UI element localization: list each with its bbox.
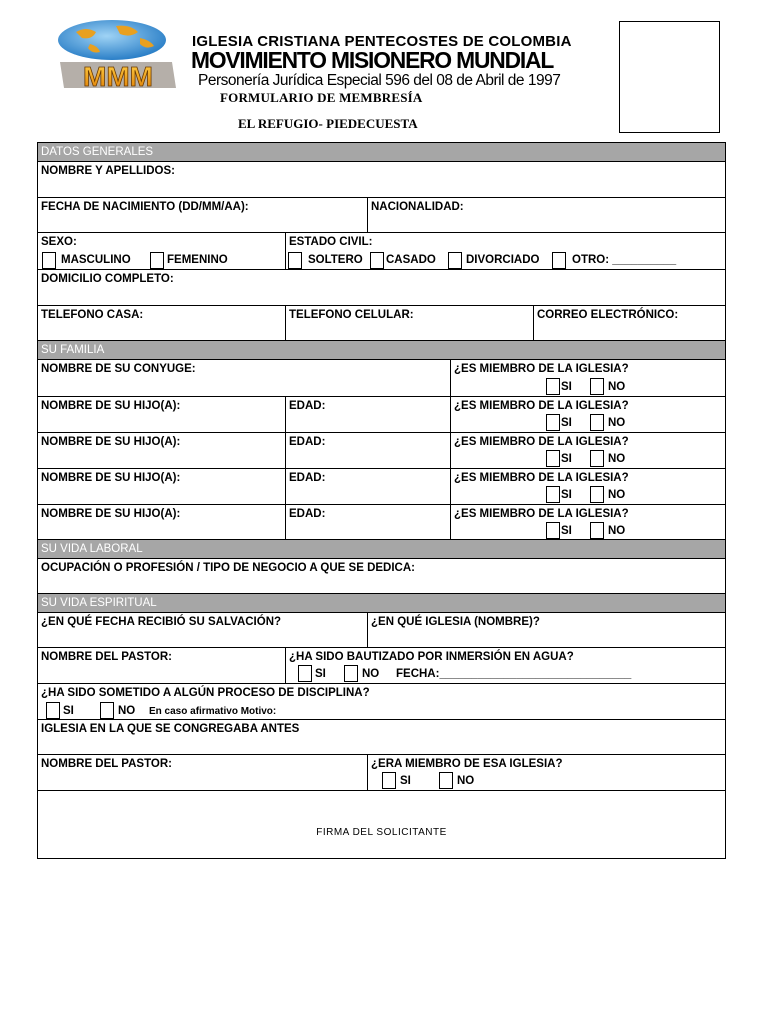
field-iglesia-nombre[interactable] bbox=[368, 613, 725, 648]
label-si: SI bbox=[561, 453, 572, 465]
checkbox-no[interactable] bbox=[590, 378, 604, 395]
field-iglesia-antes[interactable] bbox=[38, 720, 725, 755]
label-no: NO bbox=[457, 775, 475, 787]
label-casado: CASADO bbox=[386, 254, 436, 266]
field-nombre-apellidos[interactable] bbox=[38, 162, 725, 198]
field-fecha-salvacion[interactable] bbox=[38, 613, 368, 648]
checkbox-era-miembro-no[interactable] bbox=[439, 772, 453, 789]
checkbox-otro[interactable] bbox=[552, 252, 566, 269]
label-si: SI bbox=[561, 417, 572, 429]
label-si: SI bbox=[561, 525, 572, 537]
section-datos-generales: DATOS GENERALES bbox=[38, 143, 725, 162]
label-soltero: SOLTERO bbox=[308, 254, 363, 266]
field-conyuge-miembro bbox=[451, 360, 725, 397]
section-su-familia: SU FAMILIA bbox=[38, 341, 725, 360]
label-edad: EDAD: bbox=[289, 472, 326, 484]
label-edad: EDAD: bbox=[289, 436, 326, 448]
logo-letters: MMM bbox=[83, 61, 153, 92]
field-correo[interactable] bbox=[534, 306, 725, 341]
field-edad-4[interactable] bbox=[286, 505, 451, 540]
label-hijo: NOMBRE DE SU HIJO(A): bbox=[41, 436, 181, 448]
checkbox-casado[interactable] bbox=[370, 252, 384, 269]
label-hijo: NOMBRE DE SU HIJO(A): bbox=[41, 472, 181, 484]
checkbox-disciplina-si[interactable] bbox=[46, 702, 60, 719]
field-nombre-pastor-anterior[interactable] bbox=[38, 755, 368, 791]
label-nombre-pastor: NOMBRE DEL PASTOR: bbox=[41, 758, 172, 770]
label-nombre-pastor: NOMBRE DEL PASTOR: bbox=[41, 651, 172, 663]
label-no: NO bbox=[608, 525, 626, 537]
checkbox-si[interactable] bbox=[546, 522, 560, 539]
photo-box bbox=[619, 21, 720, 133]
section-vida-espiritual: SU VIDA ESPIRITUAL bbox=[38, 594, 725, 613]
label-no: NO bbox=[362, 668, 380, 680]
label-telefono-casa: TELEFONO CASA: bbox=[41, 309, 144, 321]
label-domicilio: DOMICILIO COMPLETO: bbox=[41, 273, 174, 285]
label-hijo: NOMBRE DE SU HIJO(A): bbox=[41, 508, 181, 520]
label-correo: CORREO ELECTRÓNICO: bbox=[537, 309, 679, 321]
label-es-miembro: ¿ES MIEMBRO DE LA IGLESIA? bbox=[454, 472, 629, 484]
label-sexo: SEXO: bbox=[41, 236, 77, 248]
checkbox-disciplina-no[interactable] bbox=[100, 702, 114, 719]
signature-label: FIRMA DEL SOLICITANTE bbox=[316, 827, 447, 838]
label-fecha-nacimiento: FECHA DE NACIMIENTO (DD/MM/AA): bbox=[41, 201, 249, 213]
checkbox-bautizado-no[interactable] bbox=[344, 665, 358, 682]
label-no: NO bbox=[608, 489, 626, 501]
label-si: SI bbox=[561, 381, 572, 393]
label-edad: EDAD: bbox=[289, 508, 326, 520]
field-hijo-1[interactable] bbox=[38, 397, 286, 433]
label-conyuge: NOMBRE DE SU CONYUGE: bbox=[41, 363, 196, 375]
membership-form bbox=[37, 142, 726, 859]
label-fecha-bautizo[interactable]: FECHA:______________________________ bbox=[396, 668, 632, 680]
label-otro[interactable]: OTRO: __________ bbox=[572, 254, 677, 266]
checkbox-si[interactable] bbox=[546, 414, 560, 431]
label-es-miembro: ¿ES MIEMBRO DE LA IGLESIA? bbox=[454, 508, 629, 520]
label-era-miembro: ¿ERA MIEMBRO DE ESA IGLESIA? bbox=[371, 758, 563, 770]
form-title: FORMULARIO DE MEMBRESÍA bbox=[220, 90, 423, 105]
label-es-miembro: ¿ES MIEMBRO DE LA IGLESIA? bbox=[454, 363, 629, 375]
checkbox-si[interactable] bbox=[546, 450, 560, 467]
field-hijo-2-miembro bbox=[451, 433, 725, 469]
label-caso-afirmativo[interactable]: En caso afirmativo Motivo: bbox=[149, 706, 277, 717]
checkbox-no[interactable] bbox=[590, 522, 604, 539]
field-estado-civil bbox=[286, 233, 725, 270]
label-si: SI bbox=[63, 705, 74, 717]
label-si: SI bbox=[400, 775, 411, 787]
label-iglesia-antes: IGLESIA EN LA QUE SE CONGREGABA ANTES bbox=[41, 723, 300, 735]
legal-registration: Personería Jurídica Especial 596 del 08 de Abril de 1997 bbox=[198, 72, 561, 89]
checkbox-era-miembro-si[interactable] bbox=[382, 772, 396, 789]
mmm-globe-logo bbox=[56, 18, 178, 92]
label-es-miembro: ¿ES MIEMBRO DE LA IGLESIA? bbox=[454, 400, 629, 412]
field-domicilio[interactable] bbox=[38, 270, 725, 306]
field-hijo-3-miembro bbox=[451, 469, 725, 505]
field-hijo-3[interactable] bbox=[38, 469, 286, 505]
label-edad: EDAD: bbox=[289, 400, 326, 412]
section-vida-laboral: SU VIDA LABORAL bbox=[38, 540, 725, 559]
church-name: EL REFUGIO- PIEDECUESTA bbox=[238, 116, 418, 131]
field-hijo-4-miembro bbox=[451, 505, 725, 540]
field-edad-3[interactable] bbox=[286, 469, 451, 505]
label-no: NO bbox=[608, 381, 626, 393]
checkbox-masculino[interactable] bbox=[42, 252, 56, 269]
label-iglesia-nombre: ¿EN QUÉ IGLESIA (NOMBRE)? bbox=[371, 616, 540, 628]
field-telefono-casa[interactable] bbox=[38, 306, 286, 341]
label-nacionalidad: NACIONALIDAD: bbox=[371, 201, 464, 213]
field-nombre-pastor[interactable] bbox=[38, 648, 286, 684]
label-no: NO bbox=[608, 417, 626, 429]
label-telefono-celular: TELEFONO CELULAR: bbox=[289, 309, 414, 321]
checkbox-si[interactable] bbox=[546, 486, 560, 503]
checkbox-femenino[interactable] bbox=[150, 252, 164, 269]
label-hijo: NOMBRE DE SU HIJO(A): bbox=[41, 400, 181, 412]
org-name-line1: IGLESIA CRISTIANA PENTECOSTES DE COLOMBIA bbox=[192, 33, 572, 50]
field-disciplina bbox=[38, 684, 725, 720]
field-fecha-nacimiento[interactable] bbox=[38, 198, 368, 233]
field-edad-1[interactable] bbox=[286, 397, 451, 433]
label-nombre-apellidos: NOMBRE Y APELLIDOS: bbox=[41, 165, 175, 177]
org-name-line2: MOVIMIENTO MISIONERO MUNDIAL bbox=[191, 47, 554, 73]
label-si: SI bbox=[315, 668, 326, 680]
field-ocupacion[interactable] bbox=[38, 559, 725, 594]
checkbox-no[interactable] bbox=[590, 414, 604, 431]
field-bautizado bbox=[286, 648, 725, 684]
field-nacionalidad[interactable] bbox=[368, 198, 725, 233]
checkbox-si[interactable] bbox=[546, 378, 560, 395]
checkbox-soltero[interactable] bbox=[288, 252, 302, 269]
label-si: SI bbox=[561, 489, 572, 501]
label-es-miembro: ¿ES MIEMBRO DE LA IGLESIA? bbox=[454, 436, 629, 448]
field-hijo-4[interactable] bbox=[38, 505, 286, 540]
checkbox-no[interactable] bbox=[590, 486, 604, 503]
field-edad-2[interactable] bbox=[286, 433, 451, 469]
field-era-miembro bbox=[368, 755, 725, 791]
label-masculino: MASCULINO bbox=[61, 254, 131, 266]
field-telefono-celular[interactable] bbox=[286, 306, 534, 341]
checkbox-no[interactable] bbox=[590, 450, 604, 467]
label-disciplina: ¿HA SIDO SOMETIDO A ALGÚN PROCESO DE DISCIPLINA? bbox=[41, 687, 370, 699]
field-hijo-1-miembro bbox=[451, 397, 725, 433]
label-divorciado: DIVORCIADO bbox=[466, 254, 540, 266]
label-fecha-salvacion: ¿EN QUÉ FECHA RECIBIÓ SU SALVACIÓN? bbox=[41, 616, 282, 628]
label-femenino: FEMENINO bbox=[167, 254, 228, 266]
label-no: NO bbox=[608, 453, 626, 465]
field-sexo bbox=[38, 233, 286, 270]
label-ocupacion: OCUPACIÓN O PROFESIÓN / TIPO DE NEGOCIO A QUE SE DEDICA: bbox=[41, 562, 415, 574]
field-conyuge[interactable] bbox=[38, 360, 451, 397]
label-bautizado: ¿HA SIDO BAUTIZADO POR INMERSIÓN EN AGUA? bbox=[289, 651, 574, 663]
checkbox-bautizado-si[interactable] bbox=[298, 665, 312, 682]
field-hijo-2[interactable] bbox=[38, 433, 286, 469]
checkbox-divorciado[interactable] bbox=[448, 252, 462, 269]
label-no: NO bbox=[118, 705, 136, 717]
label-estado-civil: ESTADO CIVIL: bbox=[289, 236, 373, 248]
